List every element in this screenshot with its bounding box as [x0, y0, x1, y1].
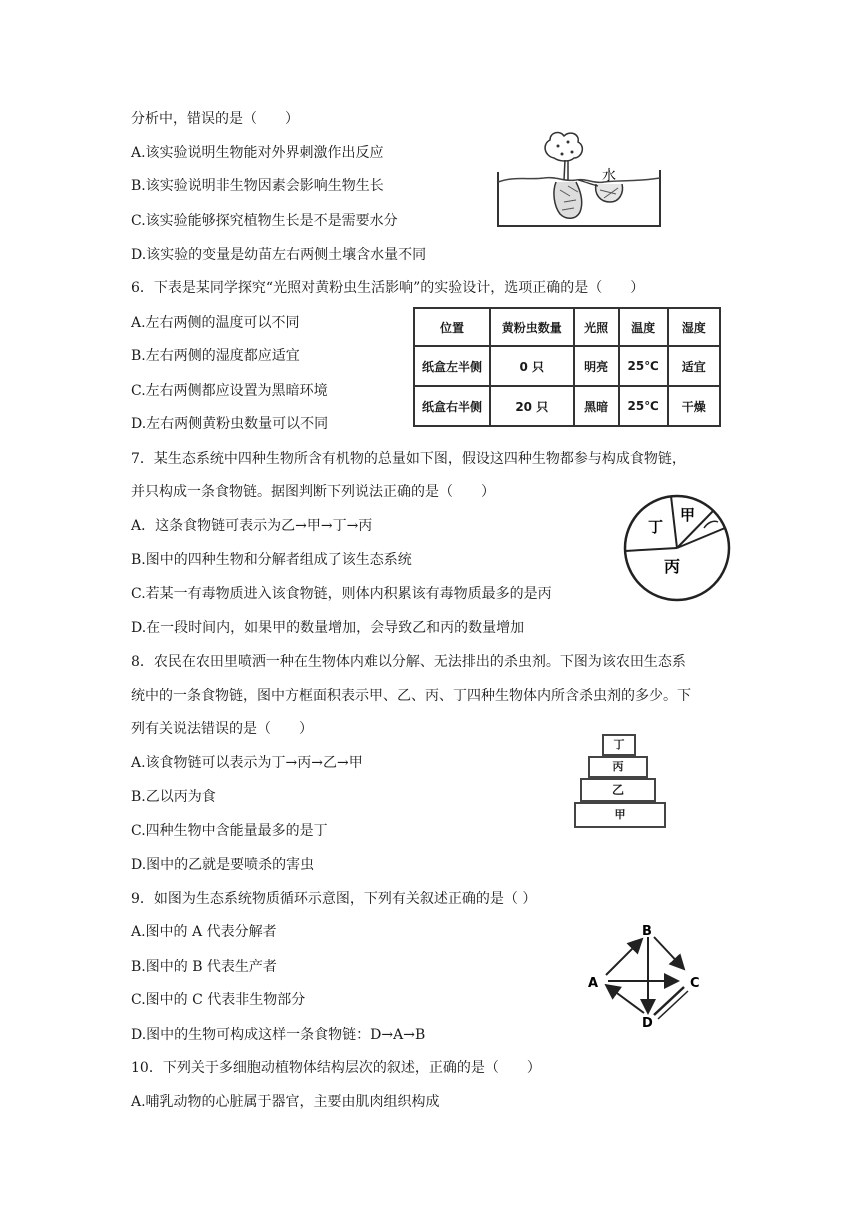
pie-illustration: [620, 492, 734, 604]
plant-water-figure: [494, 130, 666, 230]
table-header: 湿度: [668, 308, 720, 346]
option-a: A．这条食物链可表示为乙→甲→丁→丙: [131, 518, 373, 534]
option-d: D.在一段时间内，如果甲的数量增加，会导致乙和丙的数量增加: [131, 620, 525, 636]
table-cell: 25℃: [619, 386, 668, 426]
option-b: B.图中的四种生物和分解者组成了该生态系统: [131, 552, 412, 568]
cycle-figure: [584, 923, 708, 1029]
pyramid-label: 乙: [611, 783, 624, 797]
table-header: 黄粉虫数量: [490, 308, 574, 346]
cycle-label-d: D: [642, 1016, 653, 1029]
option-c: C.左右两侧都应设置为黑暗环境: [131, 383, 328, 399]
option-a: A.该食物链可以表示为丁→丙→乙→甲: [131, 755, 363, 771]
table-cell: 适宜: [668, 346, 720, 386]
table-row: [414, 346, 720, 386]
pyramid-label: 丙: [612, 760, 624, 773]
table-cell: 明亮: [574, 346, 619, 386]
option-c: C.若某一有毒物质进入该食物链，则体内积累该有毒物质最多的是丙: [131, 586, 552, 602]
table-cell: 0 只: [490, 346, 574, 386]
cycle-label-c: C: [690, 976, 700, 991]
question-9: 9．如图为生态系统物质循环示意图，下列有关叙述正确的是（ ）: [131, 891, 537, 907]
table-cell: 纸盒右半侧: [414, 386, 490, 426]
option-c: C.图中的 C 代表非生物部分: [131, 992, 306, 1008]
option-a: A.左右两侧的温度可以不同: [131, 315, 300, 331]
option-d: D.图中的乙就是要喷杀的害虫: [131, 857, 315, 873]
pyramid-level-jia: [574, 802, 666, 828]
question-7-cont: 并只构成一条食物链。据图判断下列说法正确的是（ ）: [131, 484, 495, 500]
pyramid-label: 丁: [613, 738, 625, 751]
cycle-diagram: [584, 923, 708, 1029]
cycle-label-b: B: [642, 924, 652, 939]
option-b: B.乙以丙为食: [131, 789, 216, 805]
table-cell: 纸盒左半侧: [414, 346, 490, 386]
experiment-table: [413, 307, 721, 425]
table-cell: 黑暗: [574, 386, 619, 426]
water-label: 水: [602, 168, 616, 184]
pie-label-ding: 丁: [648, 518, 664, 536]
option-c: C.四种生物中含能量最多的是丁: [131, 823, 328, 839]
table-header: 光照: [574, 308, 619, 346]
table-cell: 25℃: [619, 346, 668, 386]
text-line: 分析中，错误的是（ ）: [131, 111, 299, 127]
table-header: 位置: [414, 308, 490, 346]
question-6: 6．下表是某同学探究“光照对黄粉虫生活影响”的实验设计，选项正确的是（ ）: [131, 280, 645, 296]
pyramid-level-yi: [580, 778, 656, 802]
pyramid-level-bing: [588, 756, 648, 778]
table-header-row: [414, 308, 720, 346]
question-7: 7．某生态系统中四种生物所含有机物的总量如下图，假设这四种生物都参与构成食物链，: [131, 451, 686, 467]
option-d: D.图中的生物可构成这样一条食物链：D→A→B: [131, 1027, 426, 1043]
option-a: A.哺乳动物的心脏属于器官，主要由肌肉组织构成: [131, 1094, 440, 1110]
cycle-label-a: A: [588, 976, 599, 991]
table: [413, 307, 721, 427]
pyramid-figure: [574, 734, 674, 830]
plant-illustration: [494, 130, 666, 230]
option-a: A.图中的 A 代表分解者: [131, 924, 277, 940]
question-8: 8．农民在农田里喷洒一种在生物体内难以分解、无法排出的杀虫剂。下图为该农田生态系: [131, 654, 686, 670]
option-b: B.该实验说明非生物因素会影响生物生长: [131, 178, 384, 194]
question-10: 10．下列关于多细胞动植物体结构层次的叙述，正确的是（ ）: [131, 1060, 541, 1076]
pie-figure: [620, 492, 734, 604]
option-d: D.左右两侧黄粉虫数量可以不同: [131, 416, 329, 432]
pyramid-level-ding: [602, 734, 636, 756]
option-b: B.图中的 B 代表生产者: [131, 959, 277, 975]
table-row: [414, 386, 720, 426]
table-cell: 20 只: [490, 386, 574, 426]
pyramid-label: 甲: [614, 808, 626, 821]
pie-label-bing: 丙: [664, 557, 681, 576]
table-header: 温度: [619, 308, 668, 346]
question-8-cont: 列有关说法错误的是（ ）: [131, 721, 313, 737]
option-b: B.左右两侧的湿度都应适宜: [131, 348, 300, 364]
option-a: A.该实验说明生物能对外界刺激作出反应: [131, 145, 384, 161]
option-c: C.该实验能够探究植物生长是不是需要水分: [131, 213, 398, 229]
option-d: D.该实验的变量是幼苗左右两侧土壤含水量不同: [131, 247, 427, 263]
pie-label-jia: 甲: [680, 506, 696, 524]
table-cell: 干燥: [668, 386, 720, 426]
question-8-cont: 统中的一条食物链，图中方框面积表示甲、乙、丙、丁四种生物体内所含杀虫剂的多少。下: [131, 688, 691, 704]
